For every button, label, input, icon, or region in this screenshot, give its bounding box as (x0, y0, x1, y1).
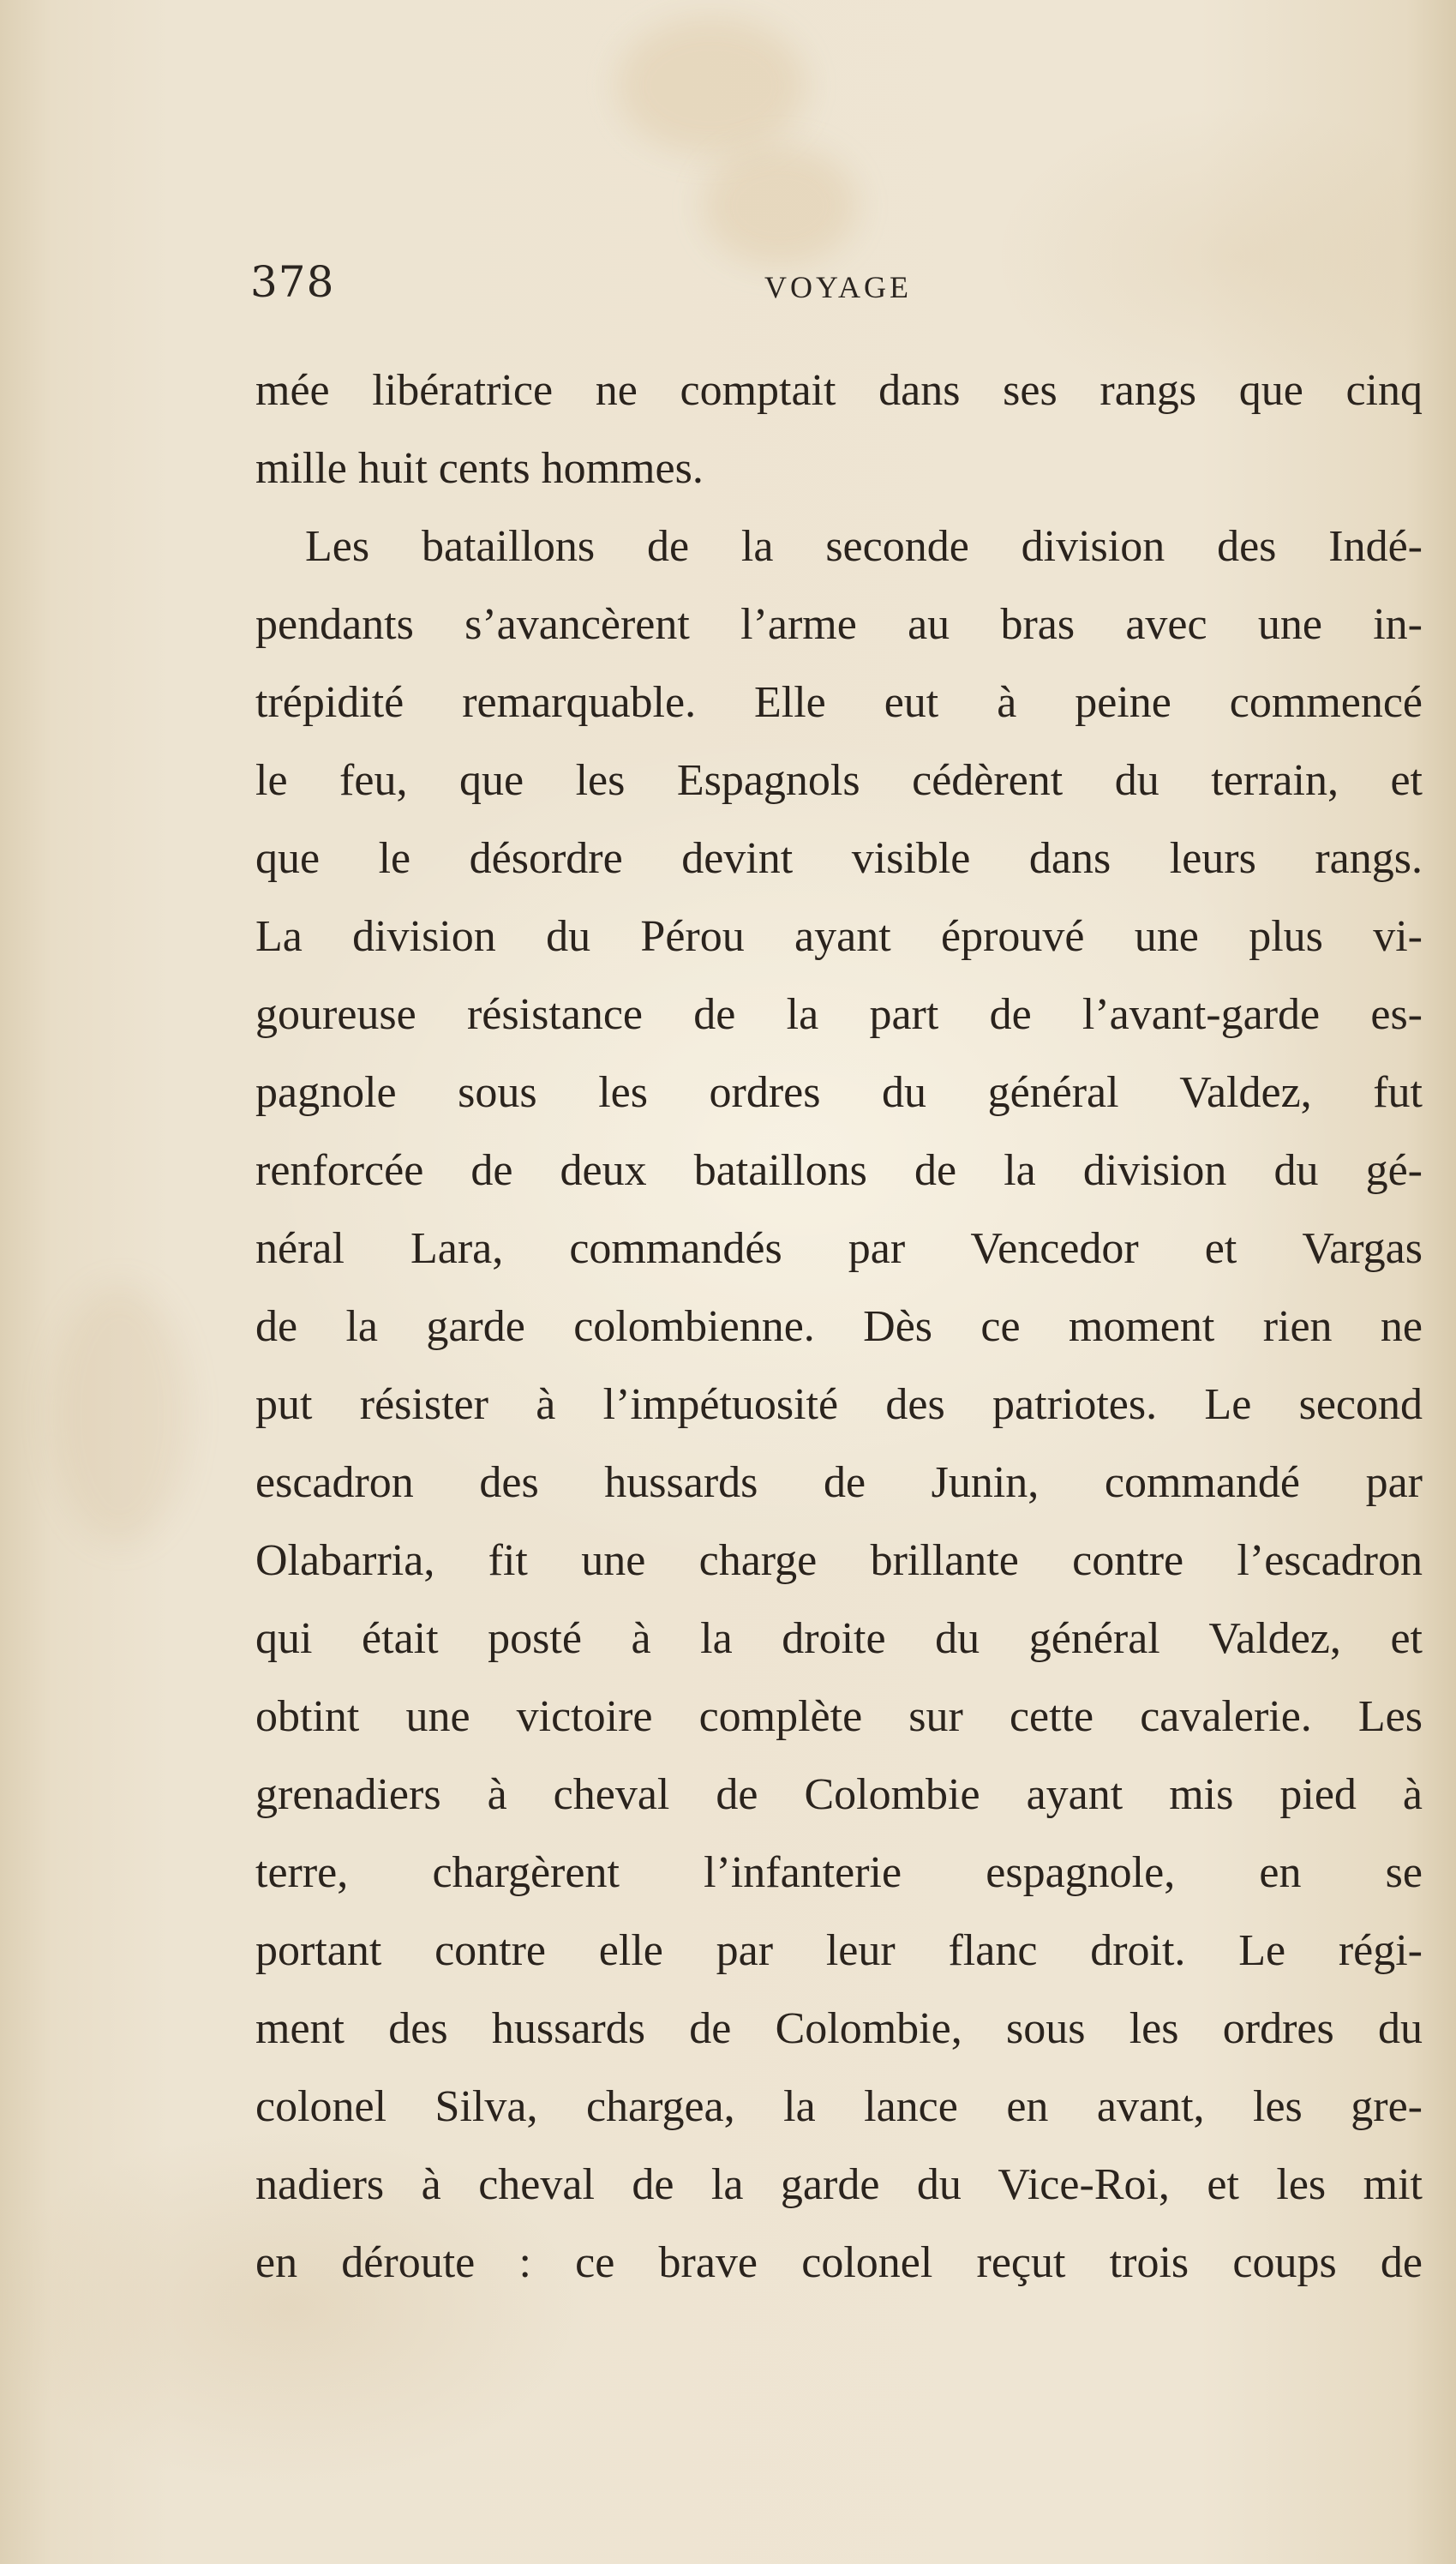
text-line: Olabarria, fit une charge brillante contre l’escadron (255, 1536, 1423, 1585)
text-line: ment des hussards de Colombie, sous les ordres du (255, 2004, 1423, 2053)
text-line: grenadiers à cheval de Colombie ayant mis pied à (255, 1770, 1423, 1819)
paper-stain (617, 17, 806, 154)
text-line: néral Lara, commandés par Vencedor et Vargas (255, 1224, 1423, 1273)
text-line: mée libératrice ne comptait dans ses rangs que cinq (255, 366, 1423, 415)
text-line: terre, chargèrent l’infanterie espagnole, en se (255, 1848, 1423, 1897)
text-line: qui était posté à la droite du général Valdez, et (255, 1614, 1423, 1663)
text-line: La division du Pérou ayant éprouvé une plus vi- (255, 912, 1423, 961)
text-line: nadiers à cheval de la garde du Vice-Roi, et les mit (255, 2160, 1423, 2209)
text-line: que le désordre devint visible dans leurs rangs. (255, 834, 1423, 883)
page-number: 378 (250, 257, 335, 307)
text-line: renforcée de deux bataillons de la division du gé- (255, 1146, 1423, 1195)
text-line: trépidité remarquable. Elle eut à peine commencé (255, 678, 1423, 727)
text-line: portant contre elle par leur flanc droit. Le régi- (255, 1926, 1423, 1975)
text-line: put résister à l’impétuosité des patriotes. Le second (255, 1380, 1423, 1429)
text-line: en déroute : ce brave colonel reçut trois coups de (255, 2238, 1423, 2287)
text-line: Les bataillons de la seconde division des Indé- (305, 522, 1423, 571)
text-line: obtint une victoire complète sur cette cavalerie. Les (255, 1692, 1423, 1741)
text-line: pendants s’avancèrent l’arme au bras avec une in- (255, 600, 1423, 649)
text-line: pagnole sous les ordres du général Valdez, fut (255, 1068, 1423, 1117)
paper-stain (51, 1286, 189, 1543)
text-line: escadron des hussards de Junin, commandé par (255, 1458, 1423, 1507)
text-line: le feu, que les Espagnols cédèrent du terrain, et (255, 756, 1423, 805)
text-line: colonel Silva, chargea, la lance en avant, les gre- (255, 2082, 1423, 2131)
body-text (255, 351, 1423, 2302)
running-head (250, 257, 1424, 326)
text-line: goureuse résistance de la part de l’avant-garde es- (255, 990, 1423, 1039)
running-title: VOYAGE (764, 270, 912, 304)
paper-stain (703, 146, 857, 266)
text-line: de la garde colombienne. Dès ce moment rien ne (255, 1302, 1423, 1351)
text-line: mille huit cents hommes. (255, 444, 704, 493)
